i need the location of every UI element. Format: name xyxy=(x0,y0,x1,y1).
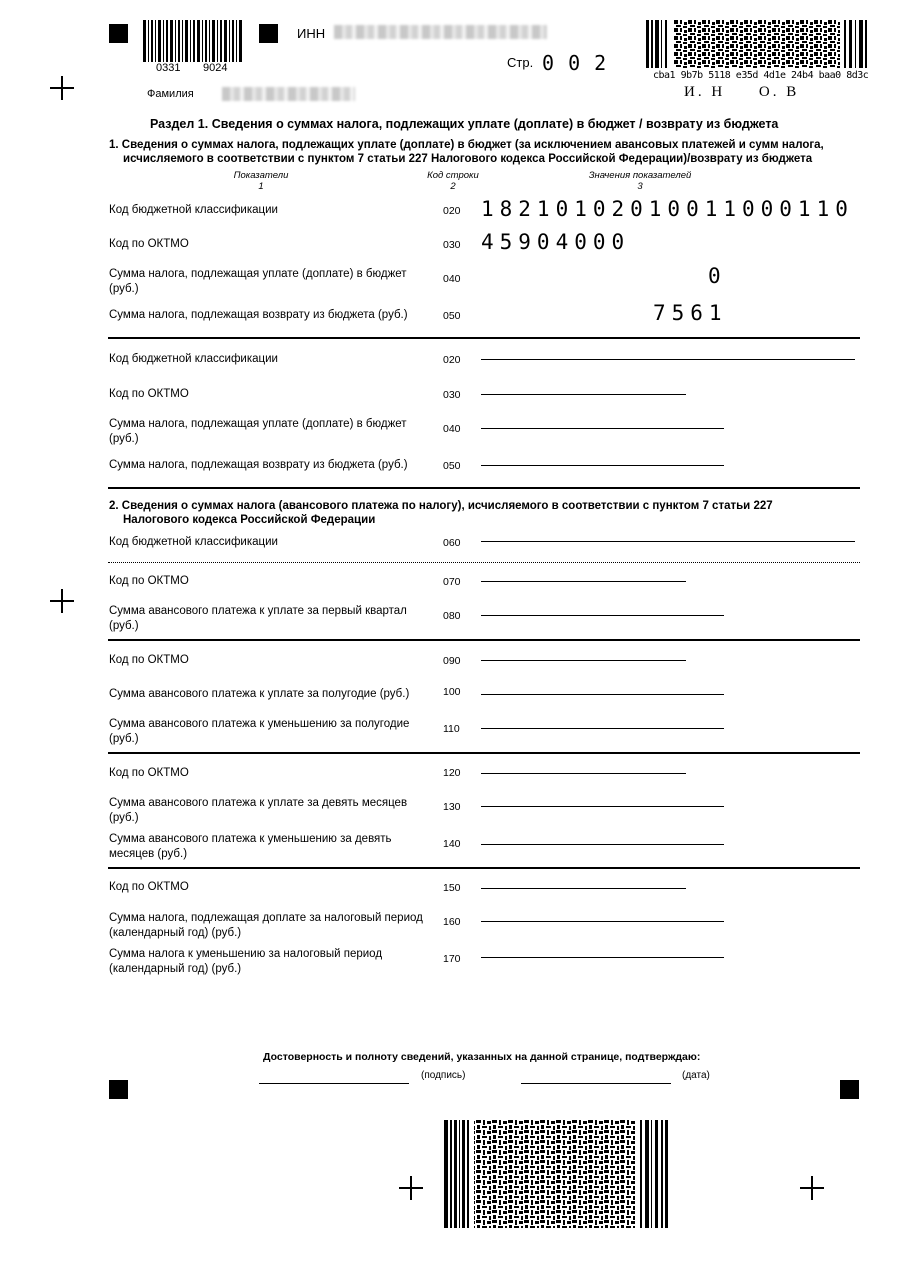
separator-line xyxy=(108,487,860,489)
row-label-advance-q1: Сумма авансового платежа к уплате за первый квартал (руб.) xyxy=(109,605,407,632)
row-code: 150 xyxy=(443,882,461,894)
hash-code: cba1 9b7b 5118 e35d 4d1e 24b4 baa0 8d3c xyxy=(653,70,869,81)
row-code: 040 xyxy=(443,273,461,285)
registration-cross xyxy=(399,1176,423,1200)
advance-nine-months-decrease-field-line[interactable] xyxy=(481,844,724,845)
oktmo-field-line[interactable] xyxy=(481,394,686,395)
row-code: 050 xyxy=(443,460,461,472)
row-label-oktmo: Код по ОКТМО xyxy=(109,767,189,779)
date-caption: (дата) xyxy=(682,1070,710,1081)
corner-marker xyxy=(259,24,278,43)
tax-payable-field-line[interactable] xyxy=(481,428,724,429)
row-label-tax-decrease: Сумма налога к уменьшению за налоговый период (календарный год) (руб.) xyxy=(109,948,383,975)
initials: И. Н О. В xyxy=(684,84,800,100)
separator-line xyxy=(108,639,860,641)
oktmo-field-line[interactable] xyxy=(481,773,686,774)
row-code: 100 xyxy=(443,686,461,698)
row-code: 020 xyxy=(443,205,461,217)
row-code: 040 xyxy=(443,423,461,435)
row-code: 140 xyxy=(443,838,461,850)
column-header-line-code: Код строки 2 xyxy=(427,170,479,192)
row-label-tax-refund: Сумма налога, подлежащая возврату из бюджета (руб.) xyxy=(109,459,408,471)
registration-cross xyxy=(50,589,74,613)
datamatrix-barcode xyxy=(646,20,868,68)
corner-marker xyxy=(840,1080,859,1099)
barcode-number-right: 9024 xyxy=(203,62,228,74)
column-header-values: Значения показателей 3 xyxy=(588,170,692,192)
row-label-tax-payable: Сумма налога, подлежащая уплате (доплате) в бюджет (руб.) xyxy=(109,268,407,295)
row-label-oktmo: Код по ОКТМО xyxy=(109,575,189,587)
page-number: 0 0 2 xyxy=(542,51,608,75)
tax-additional-field-line[interactable] xyxy=(481,921,724,922)
surname-value-redacted xyxy=(222,87,355,101)
row-label-tax-payable: Сумма налога, подлежащая уплате (доплате) в бюджет (руб.) xyxy=(109,418,407,445)
tax-decrease-field-line[interactable] xyxy=(481,957,724,958)
date-line[interactable] xyxy=(521,1083,671,1084)
subsection1-title: 1. Сведения о суммах налога, подлежащих уплате (доплате) в бюджет (за исключением авансовых платежей и сумм налога, исчисляемого в соответствии с пунктом 7 статьи 227 Налогового кодекса Российской Федерации)/возврату из бюджета xyxy=(109,139,824,165)
signature-line[interactable] xyxy=(259,1083,409,1084)
separator-line xyxy=(108,337,860,339)
barcode-number-left: 0331 xyxy=(156,62,181,74)
row-label-oktmo: Код по ОКТМО xyxy=(109,881,189,893)
registration-cross xyxy=(800,1176,824,1200)
row-label-oktmo: Код по ОКТМО xyxy=(109,654,189,666)
tax-refund-value: 7561 xyxy=(653,301,728,325)
row-code: 170 xyxy=(443,953,461,965)
advance-q1-field-line[interactable] xyxy=(481,615,724,616)
row-label-advance-nine-months: Сумма авансового платежа к уплате за девять месяцев (руб.) xyxy=(109,797,408,824)
separator-line xyxy=(108,752,860,754)
surname-label: Фамилия xyxy=(147,88,194,100)
row-code: 110 xyxy=(443,723,460,735)
row-label-kbk: Код бюджетной классификации xyxy=(109,353,278,365)
page-label: Стр. xyxy=(507,55,534,70)
row-code: 030 xyxy=(443,239,461,251)
row-code: 090 xyxy=(443,655,461,667)
column-header-indicators: Показатели 1 xyxy=(233,170,289,192)
row-code: 130 xyxy=(443,801,461,813)
row-label-advance-nine-months-decrease: Сумма авансового платежа к уменьшению за девять месяцев (руб.) xyxy=(109,833,392,860)
row-label-tax-additional: Сумма налога, подлежащая доплате за налоговый период (календарный год) (руб.) xyxy=(109,912,423,939)
row-code: 120 xyxy=(443,767,461,779)
row-code: 030 xyxy=(443,389,461,401)
kbk-field-line[interactable] xyxy=(481,541,855,542)
row-code: 020 xyxy=(443,354,461,366)
confirmation-text: Достоверность и полноту сведений, указанных на данной странице, подтверждаю: xyxy=(263,1051,701,1063)
separator-line xyxy=(108,867,860,869)
section-title: Раздел 1. Сведения о суммах налога, подлежащих уплате (доплате) в бюджет / возврату из бюджета xyxy=(150,117,779,131)
row-label-advance-half-year: Сумма авансового платежа к уплате за полугодие (руб.) xyxy=(109,688,410,700)
pdf417-barcode xyxy=(444,1120,668,1228)
advance-half-year-decrease-field-line[interactable] xyxy=(481,728,724,729)
row-label-kbk: Код бюджетной классификации xyxy=(109,536,278,548)
inn-label: ИНН xyxy=(297,26,326,41)
row-label-oktmo: Код по ОКТМО xyxy=(109,238,189,250)
kbk-value: 18210102010011000110 xyxy=(481,197,854,221)
corner-marker xyxy=(109,24,128,43)
advance-nine-months-field-line[interactable] xyxy=(481,806,724,807)
row-code: 060 xyxy=(443,537,461,549)
row-code: 070 xyxy=(443,576,461,588)
row-label-advance-half-year-decrease: Сумма авансового платежа к уменьшению за полугодие (руб.) xyxy=(109,718,410,745)
subsection2-title: 2. Сведения о суммах налога (авансового платежа по налогу), исчисляемого в соответствии с пунктом 7 статьи 227 Налогового кодекса Российской Федерации xyxy=(109,500,773,526)
corner-marker xyxy=(109,1080,128,1099)
advance-half-year-field-line[interactable] xyxy=(481,694,724,695)
kbk-field-line[interactable] xyxy=(481,359,855,360)
oktmo-field-line[interactable] xyxy=(481,888,686,889)
row-code: 080 xyxy=(443,610,461,622)
row-code: 160 xyxy=(443,916,461,928)
tax-refund-field-line[interactable] xyxy=(481,465,724,466)
dotted-separator xyxy=(108,562,860,563)
oktmo-field-line[interactable] xyxy=(481,660,686,661)
oktmo-field-line[interactable] xyxy=(481,581,686,582)
row-label-tax-refund: Сумма налога, подлежащая возврату из бюджета (руб.) xyxy=(109,309,408,321)
registration-cross xyxy=(50,76,74,100)
row-code: 050 xyxy=(443,310,461,322)
signature-caption: (подпись) xyxy=(421,1070,466,1081)
row-label-oktmo: Код по ОКТМО xyxy=(109,388,189,400)
tax-payable-value: 0 xyxy=(708,264,727,288)
inn-value-redacted xyxy=(334,25,547,39)
linear-barcode xyxy=(143,20,243,62)
oktmo-value: 45904000 xyxy=(481,230,631,254)
row-label-kbk: Код бюджетной классификации xyxy=(109,204,278,216)
